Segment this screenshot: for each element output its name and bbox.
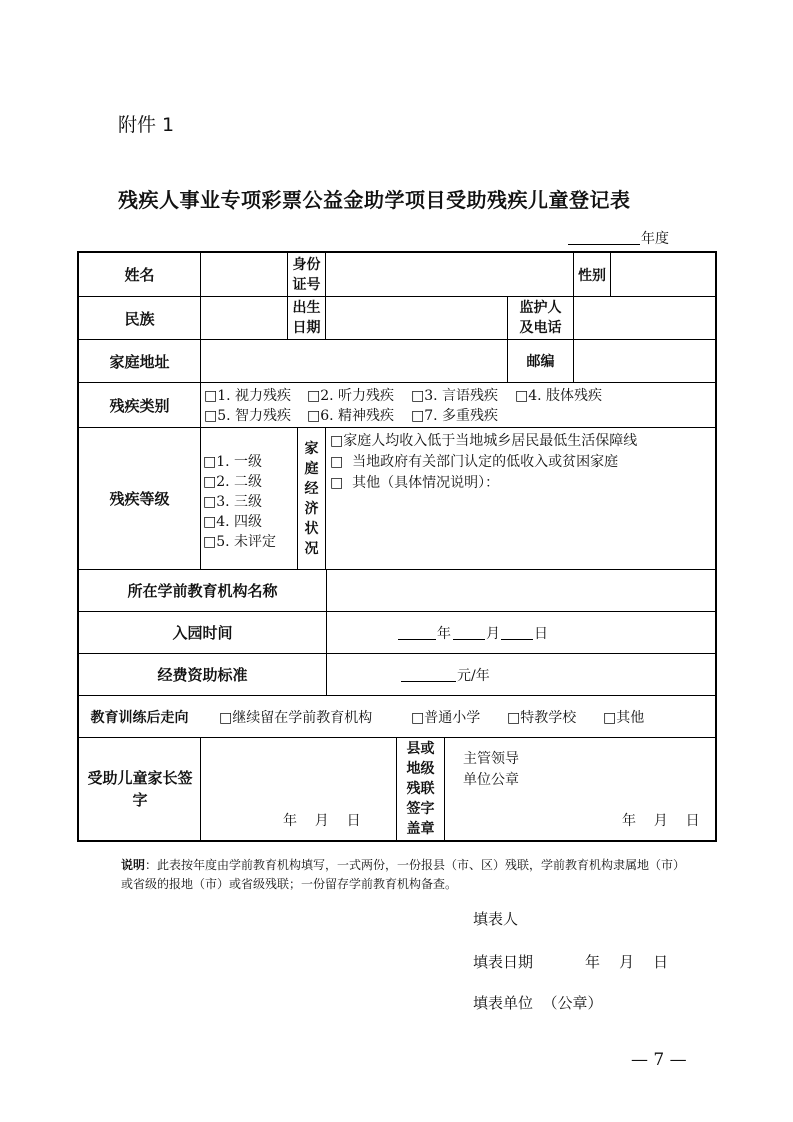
disability-type-option-2[interactable]: □2. 听力残疾 [307,388,395,404]
id-number-label: 身份证号 [292,256,321,293]
guardian-phone-label: 监护人及电话 [519,300,562,336]
home-address-field[interactable] [201,340,507,382]
gender-label: 性别 [578,267,606,284]
entry-month-blank[interactable] [453,639,485,640]
disability-type-option-1[interactable]: □1. 视力残疾 [204,388,292,404]
guardian-phone-field[interactable] [574,297,715,339]
name-label: 姓名 [124,266,155,284]
note-label: 说明 [121,858,146,872]
parent-signature-label: 受助儿童家长签字 [87,769,193,809]
parent-signature-date: 年 月 日 [283,813,361,829]
disability-type-option-3[interactable]: □3. 言语残疾 [411,388,499,404]
gender-field[interactable] [611,253,715,296]
destination-option-4[interactable]: □其他 [603,710,645,726]
disability-level-option-4[interactable]: □4. 四级 [203,514,263,530]
economic-option-3[interactable]: □ 其他（具体情况说明）： [330,475,500,491]
birth-date-label: 出生日期 [292,300,321,336]
county-seal-date: 年 月 日 [622,813,700,829]
preschool-name-field[interactable] [327,570,715,611]
competent-unit-seal: 主管领导 单位公章 [463,751,519,788]
disability-type-option-5[interactable]: □5. 智力残疾 [204,408,292,424]
family-economic-label: 家庭经济状况 [304,440,319,557]
disability-level-option-1[interactable]: □1. 一级 [203,454,263,470]
disability-type-label: 残疾类别 [109,396,170,415]
disability-level-option-3[interactable]: □3. 三级 [203,494,263,510]
funding-unit: 元/年 [457,668,490,684]
note-text: ：此表按年度由学前教育机构填写，一式两份，一份报县（市、区）残联，学前教育机构隶属地（市）或省级的报地（市）或省级残联；一份留存学前教育机构备查。 [121,858,686,891]
disability-level-label: 残疾等级 [109,490,170,508]
fill-date-ymd: 年 月 日 [585,953,669,971]
entry-day-unit: 日 [534,626,548,642]
home-address-label: 家庭地址 [109,352,170,371]
preschool-name-label: 所在学前教育机构名称 [127,582,278,600]
disability-type-option-7[interactable]: □7. 多重残疾 [411,408,499,424]
attachment-label: 附件 1 [118,114,175,136]
destination-option-3[interactable]: □特教学校 [507,710,577,726]
disability-type-option-6[interactable]: □6. 精神残疾 [307,408,395,424]
postcode-field[interactable] [574,340,715,382]
birth-date-field[interactable] [326,297,507,339]
entry-time-label: 入园时间 [172,624,233,642]
entry-month-unit: 月 [486,626,500,642]
entry-year-blank[interactable] [398,639,436,640]
entry-year-unit: 年 [437,626,451,642]
destination-option-1[interactable]: □继续留在学前教育机构 [219,710,373,726]
disability-level-option-5[interactable]: □5. 未评定 [203,534,277,550]
entry-day-blank[interactable] [501,639,533,640]
note [121,856,693,894]
disability-level-option-2[interactable]: □2. 二级 [203,474,263,490]
id-number-field[interactable] [326,253,573,296]
name-field[interactable] [201,253,287,296]
year-blank[interactable] [568,228,640,245]
postcode-label: 邮编 [526,354,555,370]
filler-label: 填表人 [473,910,519,928]
ethnicity-label: 民族 [124,309,155,328]
year-suffix: 年度 [641,231,669,247]
disability-type-option-4[interactable]: □4. 肢体残疾 [515,388,603,404]
economic-option-2[interactable]: □ 当地政府有关部门认定的低收入或贫困家庭 [330,454,619,470]
ethnicity-field[interactable] [201,297,287,339]
destination-label: 教育训练后走向 [90,709,189,726]
page-number: — 7 — [631,1050,687,1070]
fill-date-label: 填表日期 [473,953,534,971]
destination-option-2[interactable]: □普通小学 [411,710,481,726]
county-seal-label: 县或地级残联签字盖章 [406,741,435,837]
funding-amount-blank[interactable] [401,681,456,682]
funding-standard-label: 经费资助标准 [157,666,248,684]
fill-unit-label: 填表单位 （公章） [473,994,603,1012]
economic-option-1[interactable]: □家庭人均收入低于当地城乡居民最低生活保障线 [330,433,638,449]
page-title: 残疾人事业专项彩票公益金助学项目受助残疾儿童登记表 [118,188,631,212]
